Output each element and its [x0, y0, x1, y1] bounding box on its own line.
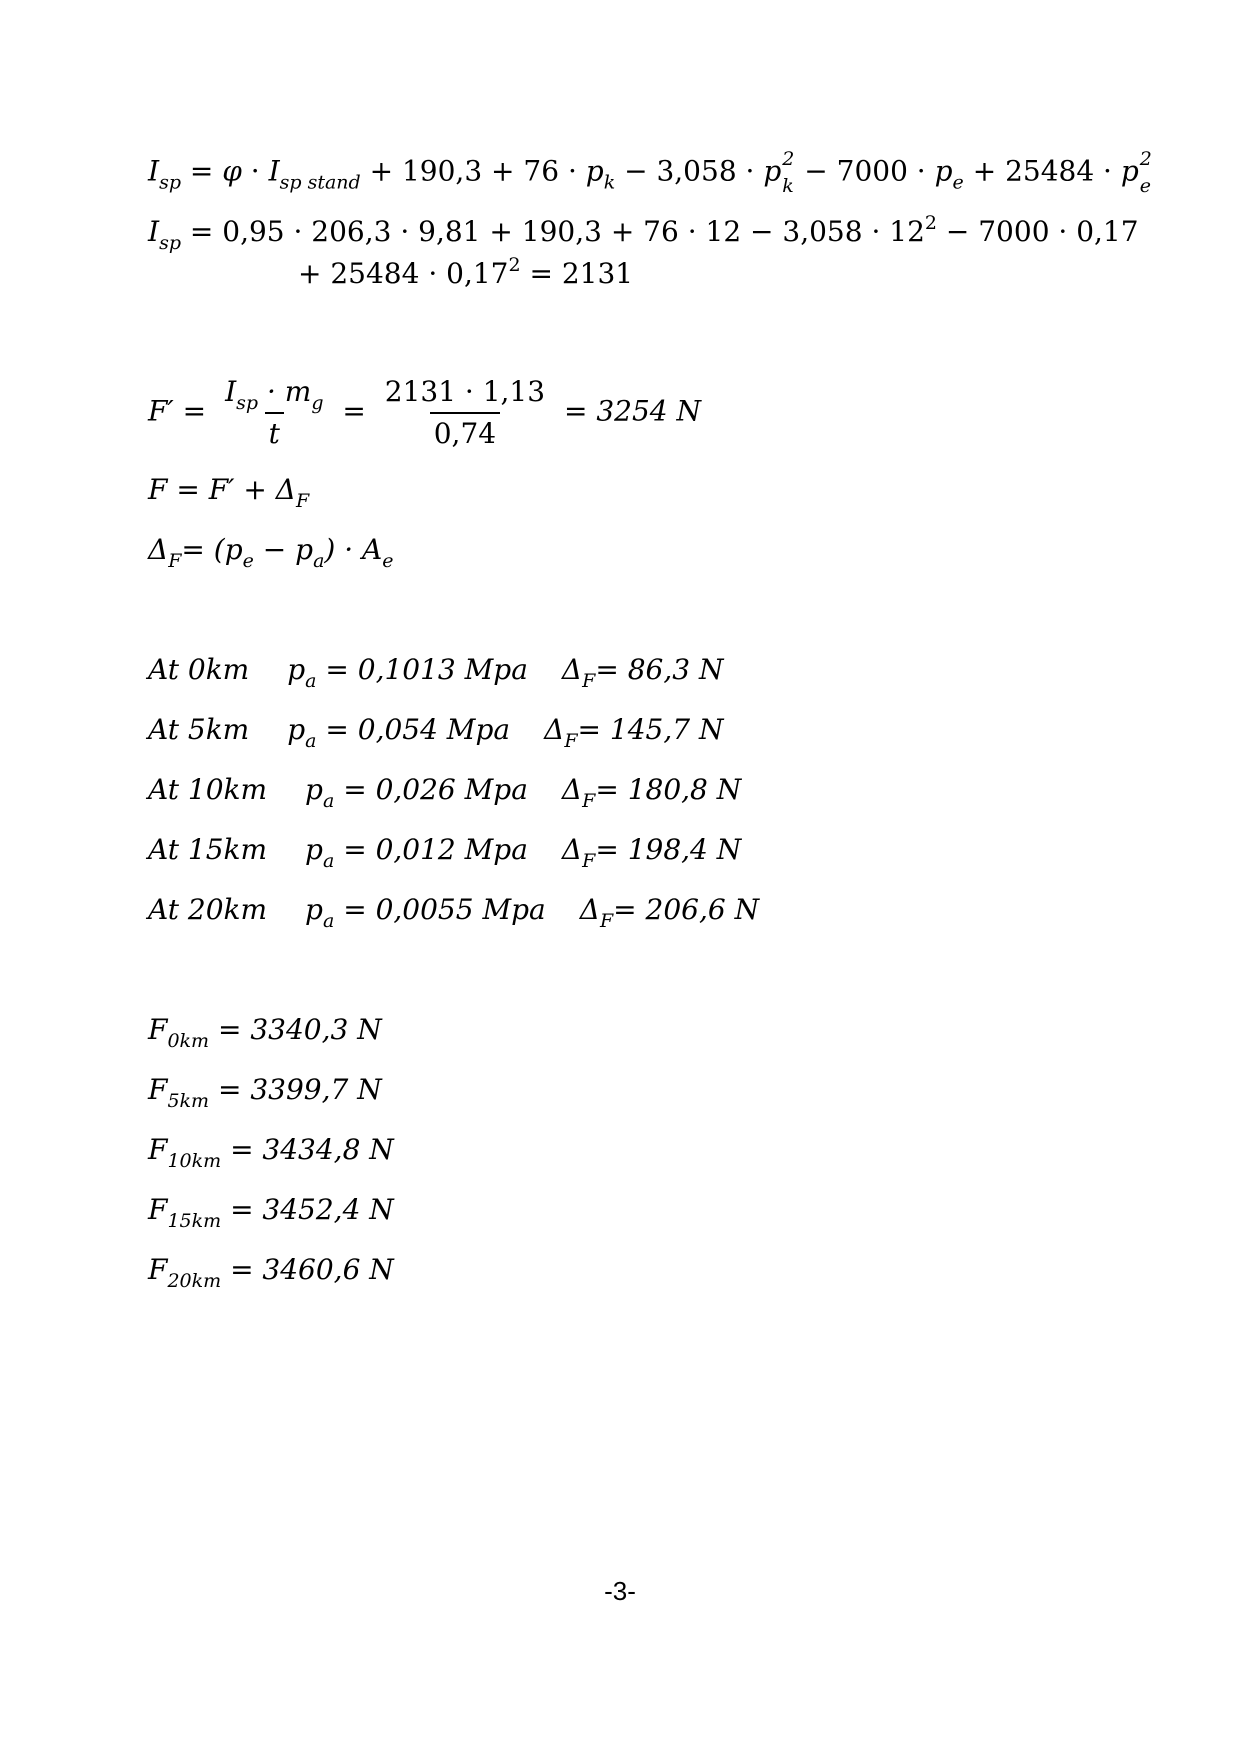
frac-num-a: I — [225, 375, 237, 408]
pe2-sup: 2 — [1139, 148, 1152, 170]
isp-values-text: = 0,95 · 206,3 · 9,81 + 190,3 + 76 · 12 − 3,058 · 12 — [189, 215, 925, 248]
pa-symbol: p — [305, 833, 323, 866]
pe2-symbol: p — [1120, 154, 1139, 188]
coef-3: 3,058 — [656, 154, 737, 188]
isp-values-sup: 2 — [924, 212, 937, 234]
delta-equation — [148, 533, 394, 572]
delta-lhs-sub: F — [168, 550, 182, 572]
delta-symbol: Δ — [561, 653, 583, 686]
fprime-lhs: F′ = — [148, 394, 207, 428]
force-value: = 3340,3 N — [217, 1013, 382, 1046]
coef-4: 7000 — [836, 154, 908, 188]
pk2-sub: k — [782, 175, 794, 197]
delta-symbol: Δ — [561, 773, 583, 806]
pk2-symbol: p — [763, 154, 782, 188]
delta-value: = 86,3 N — [595, 653, 724, 686]
isp-symbol: I — [148, 154, 160, 188]
altitude-label: At 5km — [148, 713, 250, 746]
fprime-equation: F′ = $\frac{I_{sp} \cdot m_g}{t}$ = $\frac{2131 \cdot 1,13}{0,74}$ = 3254 N — [148, 375, 701, 450]
isp-formula: $I_{sp} = \varphi \cdot I_{sp stand} + 190,3 + 76 \cdot p_k - 3,058 \cdot p$ 2 k − $7000 \cdot p_e + 25484 \cdot p$ 2 e — [148, 148, 1152, 197]
isp-symbol-2: I — [148, 215, 160, 248]
delta-rhs-b: − p — [253, 533, 314, 566]
force-symbol: F — [148, 1193, 168, 1226]
force-value: = 3399,7 N — [217, 1073, 382, 1106]
isp-values-tail: − 7000 · 0,17 — [936, 215, 1139, 248]
delta-sub: F — [582, 850, 596, 872]
pe-symbol: p — [934, 154, 953, 188]
pa-symbol: p — [305, 893, 323, 926]
pa-sub: a — [305, 730, 317, 752]
delta-value: = 206,6 N — [613, 893, 760, 926]
force-sub: 0km — [167, 1030, 210, 1052]
delta-symbol: Δ — [561, 833, 583, 866]
isp-sub-2: sp — [159, 232, 181, 254]
pa-sub: a — [305, 670, 317, 692]
delta-sub: F — [564, 730, 578, 752]
frac-num-a-sub: sp — [236, 392, 259, 414]
pa-value: = 0,012 Mpa — [343, 833, 528, 866]
fprime-fraction-symbolic — [221, 375, 327, 450]
force-sub: 15km — [167, 1210, 222, 1232]
force-sub: 20km — [167, 1270, 222, 1292]
altitude-label: At 20km — [148, 893, 268, 926]
altitude-row — [148, 893, 760, 932]
pa-value: = 0,054 Mpa — [325, 713, 511, 746]
pk-symbol: p — [585, 154, 604, 188]
altitude-row — [148, 653, 724, 692]
altitude-row — [148, 713, 724, 752]
delta-symbol: Δ — [579, 893, 600, 926]
pa-sub: a — [322, 850, 335, 872]
delta-rhs-a: = (p — [181, 533, 243, 566]
isp-stand-sub: sp stand — [279, 171, 361, 194]
frac-num-b: · m — [258, 375, 312, 408]
pa-sub: a — [322, 910, 335, 932]
altitude-row — [148, 833, 742, 872]
isp-stand-symbol: I — [268, 154, 280, 188]
frac-num-b-sub: g — [311, 392, 324, 414]
frac-den: t — [265, 412, 284, 448]
pa-value: = 0,0055 Mpa — [343, 893, 546, 926]
force-symbol: F — [148, 1073, 168, 1106]
force-symbol: F — [148, 1013, 168, 1046]
pk-sub: k — [603, 171, 616, 194]
delta-rhs-b-sub: a — [313, 550, 325, 572]
pe-sub: e — [952, 171, 964, 194]
delta-rhs-a-sub: e — [242, 550, 254, 572]
force-sub: 10km — [167, 1150, 222, 1172]
force-row — [148, 1133, 394, 1172]
altitude-label: At 10km — [148, 773, 268, 806]
f-sum-sub: F — [295, 490, 310, 512]
page-number: -3- — [604, 1576, 636, 1606]
delta-sub: F — [582, 790, 596, 812]
force-row — [148, 1253, 394, 1292]
isp-values-line-1 — [148, 212, 1139, 254]
frac-num2: 2131 · 1,13 — [384, 375, 546, 408]
coef-2: 76 — [523, 154, 560, 188]
force-value: = 3452,4 N — [230, 1193, 394, 1226]
isp-sub: sp — [159, 171, 181, 194]
pe2-sub: e — [1139, 175, 1152, 197]
f-sum-text: F = F′ + Δ — [148, 473, 296, 506]
fprime-fraction-numeric — [381, 375, 549, 450]
force-value: = 3460,6 N — [230, 1253, 394, 1286]
phi-symbol: φ — [222, 154, 242, 188]
force-row — [148, 1193, 394, 1232]
pa-symbol: p — [305, 773, 323, 806]
altitude-label: At 0km — [148, 653, 250, 686]
isp-values-line-2 — [298, 254, 634, 290]
delta-value: = 145,7 N — [577, 713, 724, 746]
isp-values-line2-text: + 25484 · 0,17 — [298, 257, 509, 290]
force-sub: 5km — [167, 1090, 210, 1112]
delta-symbol: Δ — [544, 713, 565, 746]
pa-symbol: p — [287, 713, 306, 746]
isp-result: = 2131 — [520, 257, 634, 290]
altitude-row — [148, 773, 742, 812]
delta-lhs: Δ — [148, 533, 169, 566]
force-value: = 3434,8 N — [230, 1133, 394, 1166]
fprime-result: = 3254 N — [563, 394, 701, 428]
delta-rhs-c-sub: e — [382, 550, 394, 572]
force-row — [148, 1013, 382, 1052]
pa-value: = 0,1013 Mpa — [325, 653, 528, 686]
frac-den2: 0,74 — [430, 412, 500, 448]
coef-1: 190,3 — [401, 154, 483, 188]
delta-sub: F — [599, 910, 614, 932]
isp-values-line2-sup: 2 — [508, 254, 521, 276]
delta-value: = 198,4 N — [595, 833, 742, 866]
delta-value: = 180,8 N — [595, 773, 742, 806]
force-symbol: F — [148, 1133, 168, 1166]
delta-sub: F — [582, 670, 596, 692]
force-row — [148, 1073, 382, 1112]
pa-symbol: p — [287, 653, 306, 686]
pk2-sup: 2 — [782, 148, 795, 170]
coef-5: 25484 — [1005, 154, 1095, 188]
altitude-label: At 15km — [148, 833, 268, 866]
pa-sub: a — [322, 790, 335, 812]
f-sum-equation — [148, 473, 310, 512]
force-symbol: F — [148, 1253, 168, 1286]
pa-value: = 0,026 Mpa — [343, 773, 528, 806]
delta-rhs-c: ) · A — [324, 533, 383, 566]
